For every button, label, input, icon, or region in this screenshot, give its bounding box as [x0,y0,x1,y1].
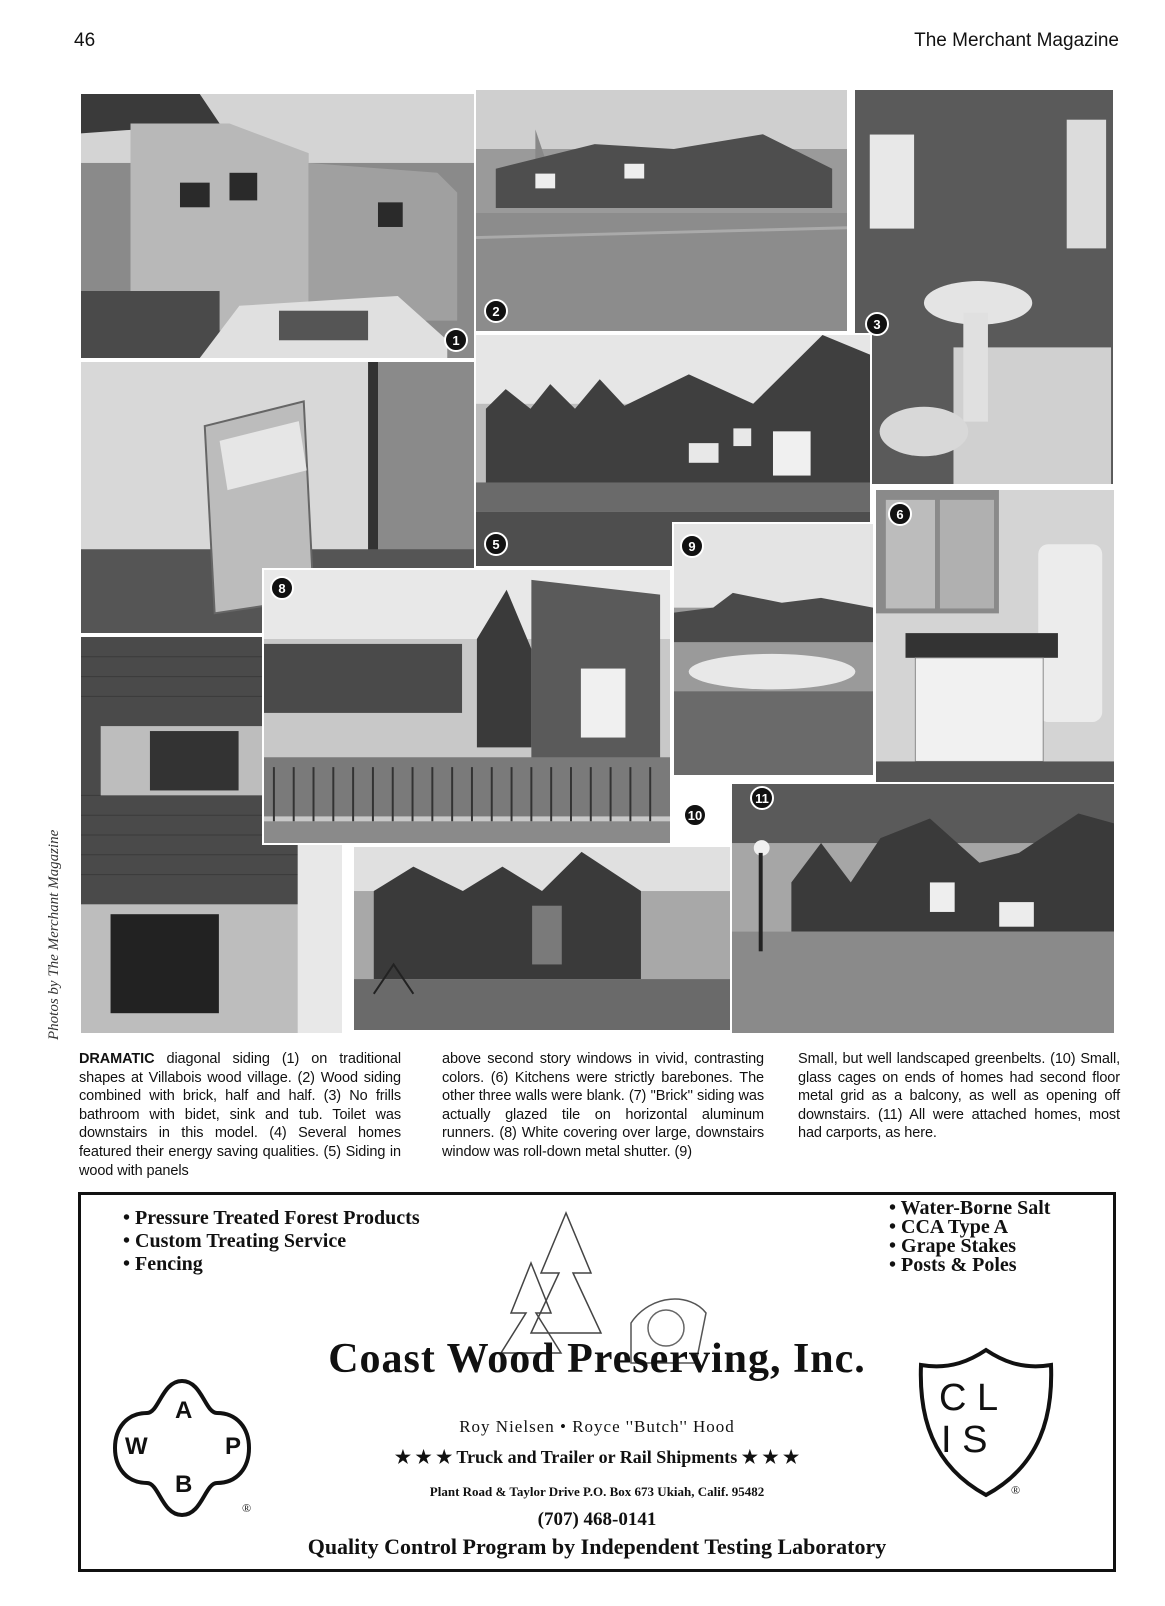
caption-column-1 [79,1050,401,1180]
shipments-line: ★ ★ ★ Truck and Trailer or Rail Shipments ★ ★ ★ [394,1447,800,1467]
awpb-letter-right: P [225,1433,242,1460]
photo-number-badge: 11 [750,786,774,810]
awpb-letter-left: W [125,1433,148,1460]
quality-statement: Quality Control Program by Independent Testing Laboratory [307,1534,887,1559]
photo-number-badge: 8 [270,576,294,600]
caption-column-3: Small, but well landscaped greenbelts. (10) Small, glass cages on ends of homes had second floor metal grid as a balcony, as well as opening off downstairs. (11) All were attached homes, most had carports, as here. [798,1051,1120,1142]
photo-number-badge: 5 [484,532,508,556]
ad-right-list [889,1199,1050,1275]
ad-left-item: • Pressure Treated Forest Products [123,1207,420,1230]
awpb-letter-bottom: B [175,1471,193,1498]
advertisement [78,1192,1116,1572]
ad-right-item: • CCA Type A [889,1218,1050,1237]
registered-mark: ® [1011,1483,1021,1497]
company-address: Plant Road & Taylor Drive P.O. Box 673 Ukiah, Calif. 95482 [429,1484,765,1499]
caption-text: diagonal siding (1) on traditional shapes at Villabois wood village. (2) Wood siding combined with brick, half and half. (3) No frills bathroom with bidet, sink and tub. Toilet was downstairs in this model. (4) Several homes featured their energy saving qualities. (5) Siding in wood with panels [79,1051,401,1179]
photo-number-badge: 1 [444,328,468,352]
photo-11 [730,782,1116,1035]
photo-8 [262,568,672,845]
photo-3 [853,88,1115,486]
ad-right-item: • Posts & Poles [889,1256,1050,1275]
ad-left-list [123,1207,420,1276]
clis-line-1: C L [939,1377,999,1419]
photo-6 [874,488,1116,796]
clis-line-2: I S [941,1419,988,1461]
photo-9 [672,522,875,777]
photo-credit: Photos by The Merchant Magazine [46,829,62,1040]
clis-logo [911,1345,1061,1505]
company-name: Coast Wood Preserving, Inc. [328,1336,866,1382]
page-number: 46 [74,30,96,51]
photo-number-badge: 3 [865,312,889,336]
ad-left-item: • Custom Treating Service [123,1230,420,1253]
ad-right-item: • Grape Stakes [889,1237,1050,1256]
caption-lead: DRAMATIC [79,1051,155,1067]
ad-right-item: • Water-Borne Salt [889,1199,1050,1218]
photo-number-badge: 9 [680,534,704,558]
photo-number-badge: 6 [888,502,912,526]
photo-1 [79,92,476,360]
caption-column-2: above second story windows in vivid, contrasting colors. (6) Kitchens were strictly barebones. The other three walls were blank. (7) ''Brick'' siding was actually glazed tile on horizontal aluminum runners. (8) White covering over large, downstairs window was roll-down metal shutter. (9) [442,1051,764,1160]
magazine-name: The Merchant Magazine [914,30,1119,51]
awpb-letter-top: A [175,1397,193,1424]
company-phone: (707) 468-0141 [537,1509,657,1530]
ad-left-item: • Fencing [123,1253,420,1276]
awpb-logo [107,1373,257,1523]
company-contacts: Roy Nielsen • Royce ''Butch'' Hood [459,1417,735,1436]
photo-number-badge: 10 [683,803,707,827]
photo-number-badge: 2 [484,299,508,323]
photo-2 [474,88,849,333]
registered-mark: ® [242,1501,252,1515]
photo-10 [352,845,732,1032]
